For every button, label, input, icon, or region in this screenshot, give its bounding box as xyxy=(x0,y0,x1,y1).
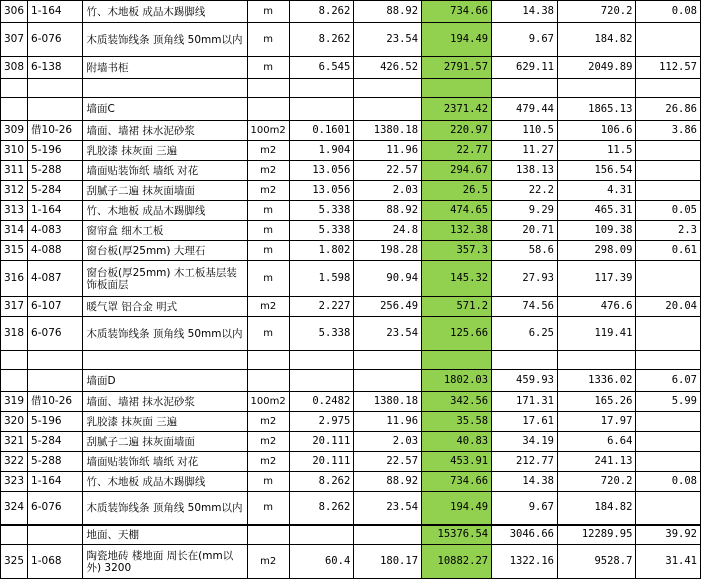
cell-labor-cost[interactable]: 34.19 xyxy=(492,432,558,452)
cell-unit[interactable]: m2 xyxy=(247,545,289,579)
cell-quota-code[interactable]: 1-164 xyxy=(28,201,83,221)
cell-machine-cost[interactable]: 20.04 xyxy=(636,297,701,317)
cell-labor-cost[interactable]: 1322.16 xyxy=(492,545,558,579)
cell-description[interactable]: 刮腻子二遍 抹灰面墙面 xyxy=(83,432,247,452)
cell-total[interactable]: 26.5 xyxy=(422,181,492,201)
cell-quantity[interactable]: 5.338 xyxy=(289,317,354,351)
cell-quantity[interactable] xyxy=(289,370,354,392)
cell-total[interactable]: 145.32 xyxy=(422,261,492,297)
table-row[interactable] xyxy=(1,221,701,241)
cell-total[interactable]: 194.49 xyxy=(422,492,492,525)
cell-unit-price[interactable]: 198.28 xyxy=(354,241,422,261)
cell-quota-code[interactable] xyxy=(28,370,83,392)
cell-unit[interactable]: m xyxy=(247,241,289,261)
cell-material-cost[interactable]: 1336.02 xyxy=(557,370,635,392)
cell-quantity[interactable]: 20.111 xyxy=(289,452,354,472)
cell-description[interactable]: 窗台板(厚25mm) 大理石 xyxy=(83,241,247,261)
cell-machine-cost[interactable] xyxy=(636,432,701,452)
cell-item-number[interactable]: 317 xyxy=(1,297,28,317)
cell-unit-price[interactable]: 1380.18 xyxy=(354,392,422,412)
cell-machine-cost[interactable] xyxy=(636,181,701,201)
cell-unit[interactable] xyxy=(247,351,289,370)
cell-unit-price[interactable]: 22.57 xyxy=(354,452,422,472)
cell-material-cost[interactable]: 11.5 xyxy=(557,141,635,161)
cell-unit[interactable]: m xyxy=(247,221,289,241)
cell-material-cost[interactable]: 184.82 xyxy=(557,492,635,525)
cell-total[interactable]: 22.77 xyxy=(422,141,492,161)
cell-material-cost[interactable]: 117.39 xyxy=(557,261,635,297)
cell-quota-code[interactable]: 1-068 xyxy=(28,545,83,579)
cell-unit-price[interactable]: 90.94 xyxy=(354,261,422,297)
cell-unit-price[interactable]: 23.54 xyxy=(354,23,422,57)
cell-machine-cost[interactable]: 0.08 xyxy=(636,472,701,492)
cell-labor-cost[interactable]: 14.38 xyxy=(492,472,558,492)
cell-quantity[interactable]: 2.227 xyxy=(289,297,354,317)
cell-machine-cost[interactable]: 0.05 xyxy=(636,201,701,221)
cell-quantity[interactable]: 8.262 xyxy=(289,1,354,23)
cell-unit[interactable]: m2 xyxy=(247,432,289,452)
cell-machine-cost[interactable]: 6.07 xyxy=(636,370,701,392)
cell-quantity[interactable] xyxy=(289,79,354,98)
cell-unit[interactable]: m xyxy=(247,492,289,525)
cell-item-number[interactable]: 311 xyxy=(1,161,28,181)
cell-unit-price[interactable]: 426.52 xyxy=(354,57,422,79)
table-row[interactable] xyxy=(1,201,701,221)
cell-labor-cost[interactable]: 110.5 xyxy=(492,121,558,141)
cell-unit[interactable] xyxy=(247,370,289,392)
cell-material-cost[interactable] xyxy=(557,79,635,98)
cell-item-number[interactable]: 325 xyxy=(1,545,28,579)
cell-labor-cost[interactable]: 3046.66 xyxy=(492,525,558,545)
cell-machine-cost[interactable] xyxy=(636,412,701,432)
cell-quota-code[interactable] xyxy=(28,98,83,121)
cell-machine-cost[interactable]: 0.08 xyxy=(636,1,701,23)
cell-machine-cost[interactable] xyxy=(636,23,701,57)
cell-quantity[interactable]: 6.545 xyxy=(289,57,354,79)
cell-total[interactable]: 15376.54 xyxy=(422,525,492,545)
table-row[interactable] xyxy=(1,472,701,492)
cell-quantity[interactable]: 1.802 xyxy=(289,241,354,261)
cell-machine-cost[interactable] xyxy=(636,161,701,181)
cell-total[interactable]: 2791.57 xyxy=(422,57,492,79)
cell-description[interactable]: 乳胶漆 抹灰面 三遍 xyxy=(83,141,247,161)
cell-total[interactable]: 734.66 xyxy=(422,1,492,23)
table-row[interactable] xyxy=(1,161,701,181)
cell-unit-price[interactable] xyxy=(354,98,422,121)
cell-unit[interactable]: m xyxy=(247,57,289,79)
cell-item-number[interactable]: 313 xyxy=(1,201,28,221)
cell-item-number[interactable]: 308 xyxy=(1,57,28,79)
cell-machine-cost[interactable]: 0.61 xyxy=(636,241,701,261)
table-row[interactable] xyxy=(1,525,701,545)
cell-total[interactable]: 474.65 xyxy=(422,201,492,221)
table-row[interactable] xyxy=(1,141,701,161)
cell-quota-code[interactable]: 1-164 xyxy=(28,1,83,23)
cell-unit-price[interactable]: 2.03 xyxy=(354,181,422,201)
cell-quantity[interactable]: 8.262 xyxy=(289,492,354,525)
cell-item-number[interactable]: 320 xyxy=(1,412,28,432)
cell-unit[interactable]: 100m2 xyxy=(247,392,289,412)
cell-labor-cost[interactable]: 9.29 xyxy=(492,201,558,221)
cell-item-number[interactable]: 306 xyxy=(1,1,28,23)
cell-unit[interactable]: m2 xyxy=(247,297,289,317)
cell-unit-price[interactable] xyxy=(354,370,422,392)
cell-unit-price[interactable]: 180.17 xyxy=(354,545,422,579)
cell-material-cost[interactable]: 6.64 xyxy=(557,432,635,452)
cell-quantity[interactable]: 1.598 xyxy=(289,261,354,297)
cell-labor-cost[interactable]: 138.13 xyxy=(492,161,558,181)
cell-unit[interactable]: m2 xyxy=(247,412,289,432)
cell-total[interactable]: 194.49 xyxy=(422,23,492,57)
table-row[interactable] xyxy=(1,412,701,432)
cell-material-cost[interactable]: 298.09 xyxy=(557,241,635,261)
cell-item-number[interactable]: 315 xyxy=(1,241,28,261)
cell-unit[interactable]: m xyxy=(247,317,289,351)
cell-unit-price[interactable]: 22.57 xyxy=(354,161,422,181)
cell-material-cost[interactable]: 476.6 xyxy=(557,297,635,317)
cell-machine-cost[interactable]: 26.86 xyxy=(636,98,701,121)
cell-material-cost[interactable]: 109.38 xyxy=(557,221,635,241)
cell-quota-code[interactable]: 5-288 xyxy=(28,161,83,181)
cell-quota-code[interactable]: 5-196 xyxy=(28,412,83,432)
cell-unit-price[interactable]: 11.96 xyxy=(354,141,422,161)
cell-unit-price[interactable]: 11.96 xyxy=(354,412,422,432)
cell-item-number[interactable]: 324 xyxy=(1,492,28,525)
cell-labor-cost[interactable]: 20.71 xyxy=(492,221,558,241)
cell-unit[interactable]: m xyxy=(247,472,289,492)
cell-quantity[interactable] xyxy=(289,351,354,370)
cell-item-number[interactable]: 319 xyxy=(1,392,28,412)
cell-machine-cost[interactable] xyxy=(636,261,701,297)
cell-material-cost[interactable]: 184.82 xyxy=(557,23,635,57)
cell-total[interactable]: 571.2 xyxy=(422,297,492,317)
table-row[interactable] xyxy=(1,57,701,79)
cell-quota-code[interactable]: 1-164 xyxy=(28,472,83,492)
cell-labor-cost[interactable]: 17.61 xyxy=(492,412,558,432)
cell-total[interactable]: 40.83 xyxy=(422,432,492,452)
cell-material-cost[interactable]: 9528.7 xyxy=(557,545,635,579)
table-row[interactable] xyxy=(1,23,701,57)
cell-total[interactable]: 357.3 xyxy=(422,241,492,261)
cell-machine-cost[interactable] xyxy=(636,79,701,98)
cell-material-cost[interactable]: 1865.13 xyxy=(557,98,635,121)
cell-machine-cost[interactable]: 39.92 xyxy=(636,525,701,545)
cell-quota-code[interactable] xyxy=(28,79,83,98)
cell-labor-cost[interactable]: 22.2 xyxy=(492,181,558,201)
cell-description[interactable]: 墙面、墙裙 抹水泥砂浆 xyxy=(83,392,247,412)
cell-labor-cost[interactable]: 27.93 xyxy=(492,261,558,297)
cell-quantity[interactable]: 13.056 xyxy=(289,161,354,181)
cell-quota-code[interactable]: 4-088 xyxy=(28,241,83,261)
table-row[interactable] xyxy=(1,370,701,392)
cell-item-number[interactable]: 323 xyxy=(1,472,28,492)
cell-item-number[interactable]: 316 xyxy=(1,261,28,297)
cell-unit-price[interactable]: 88.92 xyxy=(354,201,422,221)
cell-description[interactable]: 墙面贴装饰纸 墙纸 对花 xyxy=(83,161,247,181)
cell-machine-cost[interactable]: 2.3 xyxy=(636,221,701,241)
cell-unit-price[interactable] xyxy=(354,525,422,545)
cell-description[interactable]: 刮腻子二遍 抹灰面墙面 xyxy=(83,181,247,201)
cell-unit-price[interactable]: 88.92 xyxy=(354,472,422,492)
cell-quantity[interactable]: 60.4 xyxy=(289,545,354,579)
cell-quantity[interactable]: 13.056 xyxy=(289,181,354,201)
cell-quantity[interactable]: 5.338 xyxy=(289,201,354,221)
cell-description[interactable]: 竹、木地板 成品木踢脚线 xyxy=(83,472,247,492)
cell-material-cost[interactable]: 106.6 xyxy=(557,121,635,141)
cell-quantity[interactable] xyxy=(289,98,354,121)
cell-machine-cost[interactable] xyxy=(636,141,701,161)
cell-total[interactable]: 132.38 xyxy=(422,221,492,241)
cell-material-cost[interactable]: 165.26 xyxy=(557,392,635,412)
cell-machine-cost[interactable] xyxy=(636,492,701,525)
cell-unit-price[interactable]: 23.54 xyxy=(354,317,422,351)
cell-total[interactable]: 1802.03 xyxy=(422,370,492,392)
cell-material-cost[interactable]: 4.31 xyxy=(557,181,635,201)
table-row[interactable] xyxy=(1,121,701,141)
cell-unit[interactable]: m2 xyxy=(247,452,289,472)
cell-quota-code[interactable]: 5-284 xyxy=(28,181,83,201)
cell-machine-cost[interactable]: 31.41 xyxy=(636,545,701,579)
cell-material-cost[interactable]: 12289.95 xyxy=(557,525,635,545)
cell-unit-price[interactable]: 2.03 xyxy=(354,432,422,452)
cell-quantity[interactable]: 0.2482 xyxy=(289,392,354,412)
cell-total[interactable]: 2371.42 xyxy=(422,98,492,121)
cell-description[interactable]: 墙面C xyxy=(83,98,247,121)
cell-quota-code[interactable]: 6-076 xyxy=(28,492,83,525)
cell-unit[interactable] xyxy=(247,98,289,121)
cell-unit[interactable]: m xyxy=(247,23,289,57)
table-row[interactable] xyxy=(1,545,701,579)
cell-material-cost[interactable] xyxy=(557,351,635,370)
cell-description[interactable]: 竹、木地板 成品木踢脚线 xyxy=(83,1,247,23)
cell-unit[interactable]: m2 xyxy=(247,161,289,181)
cell-item-number[interactable]: 314 xyxy=(1,221,28,241)
table-row[interactable] xyxy=(1,79,701,98)
cell-quantity[interactable] xyxy=(289,525,354,545)
cell-item-number[interactable] xyxy=(1,351,28,370)
table-row[interactable] xyxy=(1,98,701,121)
cell-unit[interactable]: 100m2 xyxy=(247,121,289,141)
table-row[interactable] xyxy=(1,452,701,472)
table-row[interactable] xyxy=(1,181,701,201)
table-row[interactable] xyxy=(1,392,701,412)
cell-item-number[interactable]: 321 xyxy=(1,432,28,452)
cell-labor-cost[interactable]: 6.25 xyxy=(492,317,558,351)
cell-unit-price[interactable]: 88.92 xyxy=(354,1,422,23)
cell-description[interactable]: 暖气罩 铝合金 明式 xyxy=(83,297,247,317)
cell-quota-code[interactable]: 6-138 xyxy=(28,57,83,79)
cell-quota-code[interactable]: 借10-26 xyxy=(28,392,83,412)
cell-machine-cost[interactable] xyxy=(636,452,701,472)
cell-quota-code[interactable]: 4-083 xyxy=(28,221,83,241)
cell-unit[interactable] xyxy=(247,79,289,98)
cell-unit-price[interactable]: 1380.18 xyxy=(354,121,422,141)
cell-total[interactable]: 294.67 xyxy=(422,161,492,181)
cell-unit[interactable] xyxy=(247,525,289,545)
cell-quantity[interactable]: 0.1601 xyxy=(289,121,354,141)
cell-description[interactable]: 陶瓷地砖 楼地面 周长在(mm以外) 3200 xyxy=(83,545,247,579)
cell-labor-cost[interactable]: 14.38 xyxy=(492,1,558,23)
cell-unit[interactable]: m2 xyxy=(247,141,289,161)
cell-unit-price[interactable]: 23.54 xyxy=(354,492,422,525)
cell-quantity[interactable]: 8.262 xyxy=(289,23,354,57)
cell-unit-price[interactable]: 256.49 xyxy=(354,297,422,317)
table-row[interactable] xyxy=(1,1,701,23)
cell-material-cost[interactable]: 720.2 xyxy=(557,472,635,492)
cell-quota-code[interactable]: 借10-26 xyxy=(28,121,83,141)
cell-machine-cost[interactable]: 5.99 xyxy=(636,392,701,412)
cell-description[interactable]: 木质装饰线条 顶角线 50mm以内 xyxy=(83,23,247,57)
cell-quota-code[interactable]: 5-196 xyxy=(28,141,83,161)
cell-item-number[interactable] xyxy=(1,79,28,98)
cell-labor-cost[interactable] xyxy=(492,79,558,98)
cell-labor-cost[interactable]: 9.67 xyxy=(492,23,558,57)
cell-total[interactable]: 35.58 xyxy=(422,412,492,432)
cell-unit-price[interactable] xyxy=(354,351,422,370)
table-row[interactable] xyxy=(1,351,701,370)
cell-unit-price[interactable]: 24.8 xyxy=(354,221,422,241)
cell-description[interactable]: 附墙书柜 xyxy=(83,57,247,79)
cell-labor-cost[interactable]: 58.6 xyxy=(492,241,558,261)
cell-labor-cost[interactable] xyxy=(492,351,558,370)
cell-labor-cost[interactable]: 171.31 xyxy=(492,392,558,412)
cell-unit[interactable]: m xyxy=(247,201,289,221)
cell-total[interactable] xyxy=(422,79,492,98)
cell-total[interactable]: 125.66 xyxy=(422,317,492,351)
cell-item-number[interactable] xyxy=(1,525,28,545)
table-row[interactable] xyxy=(1,241,701,261)
cell-quota-code[interactable]: 4-087 xyxy=(28,261,83,297)
cell-labor-cost[interactable]: 11.27 xyxy=(492,141,558,161)
cell-material-cost[interactable]: 465.31 xyxy=(557,201,635,221)
table-row[interactable] xyxy=(1,492,701,525)
cell-item-number[interactable]: 309 xyxy=(1,121,28,141)
cell-total[interactable]: 220.97 xyxy=(422,121,492,141)
cell-machine-cost[interactable]: 112.57 xyxy=(636,57,701,79)
cell-material-cost[interactable]: 119.41 xyxy=(557,317,635,351)
cell-description[interactable]: 木质装饰线条 顶角线 50mm以内 xyxy=(83,317,247,351)
cell-labor-cost[interactable]: 459.93 xyxy=(492,370,558,392)
cell-material-cost[interactable]: 720.2 xyxy=(557,1,635,23)
cell-material-cost[interactable]: 241.13 xyxy=(557,452,635,472)
table-row[interactable] xyxy=(1,317,701,351)
cell-quantity[interactable]: 2.975 xyxy=(289,412,354,432)
cell-item-number[interactable]: 318 xyxy=(1,317,28,351)
cell-quota-code[interactable]: 6-107 xyxy=(28,297,83,317)
cell-quota-code[interactable]: 5-288 xyxy=(28,452,83,472)
cell-labor-cost[interactable]: 74.56 xyxy=(492,297,558,317)
cell-description[interactable]: 地面、天棚 xyxy=(83,525,247,545)
table-row[interactable] xyxy=(1,432,701,452)
cell-item-number[interactable] xyxy=(1,98,28,121)
cell-description[interactable]: 竹、木地板 成品木踢脚线 xyxy=(83,201,247,221)
cell-item-number[interactable]: 307 xyxy=(1,23,28,57)
cell-description[interactable]: 窗台板(厚25mm) 木工板基层装饰板面层 xyxy=(83,261,247,297)
cell-description[interactable]: 墙面D xyxy=(83,370,247,392)
cell-quota-code[interactable]: 6-076 xyxy=(28,317,83,351)
cell-quota-code[interactable] xyxy=(28,351,83,370)
cell-machine-cost[interactable]: 3.86 xyxy=(636,121,701,141)
cell-material-cost[interactable]: 156.54 xyxy=(557,161,635,181)
cell-unit[interactable]: m xyxy=(247,1,289,23)
cell-labor-cost[interactable]: 479.44 xyxy=(492,98,558,121)
table-row[interactable] xyxy=(1,297,701,317)
table-body xyxy=(1,1,701,579)
cell-labor-cost[interactable]: 9.67 xyxy=(492,492,558,525)
cell-material-cost[interactable]: 2049.89 xyxy=(557,57,635,79)
cell-description[interactable] xyxy=(83,351,247,370)
cell-unit[interactable]: m xyxy=(247,261,289,297)
cell-material-cost[interactable]: 17.97 xyxy=(557,412,635,432)
cell-unit-price[interactable] xyxy=(354,79,422,98)
cell-description[interactable]: 乳胶漆 抹灰面 三遍 xyxy=(83,412,247,432)
cell-description[interactable]: 木质装饰线条 顶角线 50mm以内 xyxy=(83,492,247,525)
cell-total[interactable]: 342.56 xyxy=(422,392,492,412)
cell-item-number[interactable]: 312 xyxy=(1,181,28,201)
cell-item-number[interactable]: 310 xyxy=(1,141,28,161)
cell-quantity[interactable]: 8.262 xyxy=(289,472,354,492)
cell-quota-code[interactable]: 6-076 xyxy=(28,23,83,57)
cell-item-number[interactable] xyxy=(1,370,28,392)
cell-labor-cost[interactable]: 212.77 xyxy=(492,452,558,472)
cell-item-number[interactable]: 322 xyxy=(1,452,28,472)
cell-total[interactable]: 734.66 xyxy=(422,472,492,492)
cell-quantity[interactable]: 20.111 xyxy=(289,432,354,452)
cell-description[interactable] xyxy=(83,79,247,98)
cell-description[interactable]: 墙面贴装饰纸 墙纸 对花 xyxy=(83,452,247,472)
cell-labor-cost[interactable]: 629.11 xyxy=(492,57,558,79)
cell-quantity[interactable]: 5.338 xyxy=(289,221,354,241)
cell-quantity[interactable]: 1.904 xyxy=(289,141,354,161)
cell-description[interactable]: 墙面、墙裙 抹水泥砂浆 xyxy=(83,121,247,141)
cell-total[interactable]: 453.91 xyxy=(422,452,492,472)
cell-quota-code[interactable] xyxy=(28,525,83,545)
cell-total[interactable]: 10882.27 xyxy=(422,545,492,579)
cell-machine-cost[interactable] xyxy=(636,317,701,351)
cell-description[interactable]: 窗帘盒 细木工板 xyxy=(83,221,247,241)
table-row[interactable] xyxy=(1,261,701,297)
cell-quota-code[interactable]: 5-284 xyxy=(28,432,83,452)
cell-machine-cost[interactable] xyxy=(636,351,701,370)
cell-unit[interactable]: m2 xyxy=(247,181,289,201)
cell-total[interactable] xyxy=(422,351,492,370)
